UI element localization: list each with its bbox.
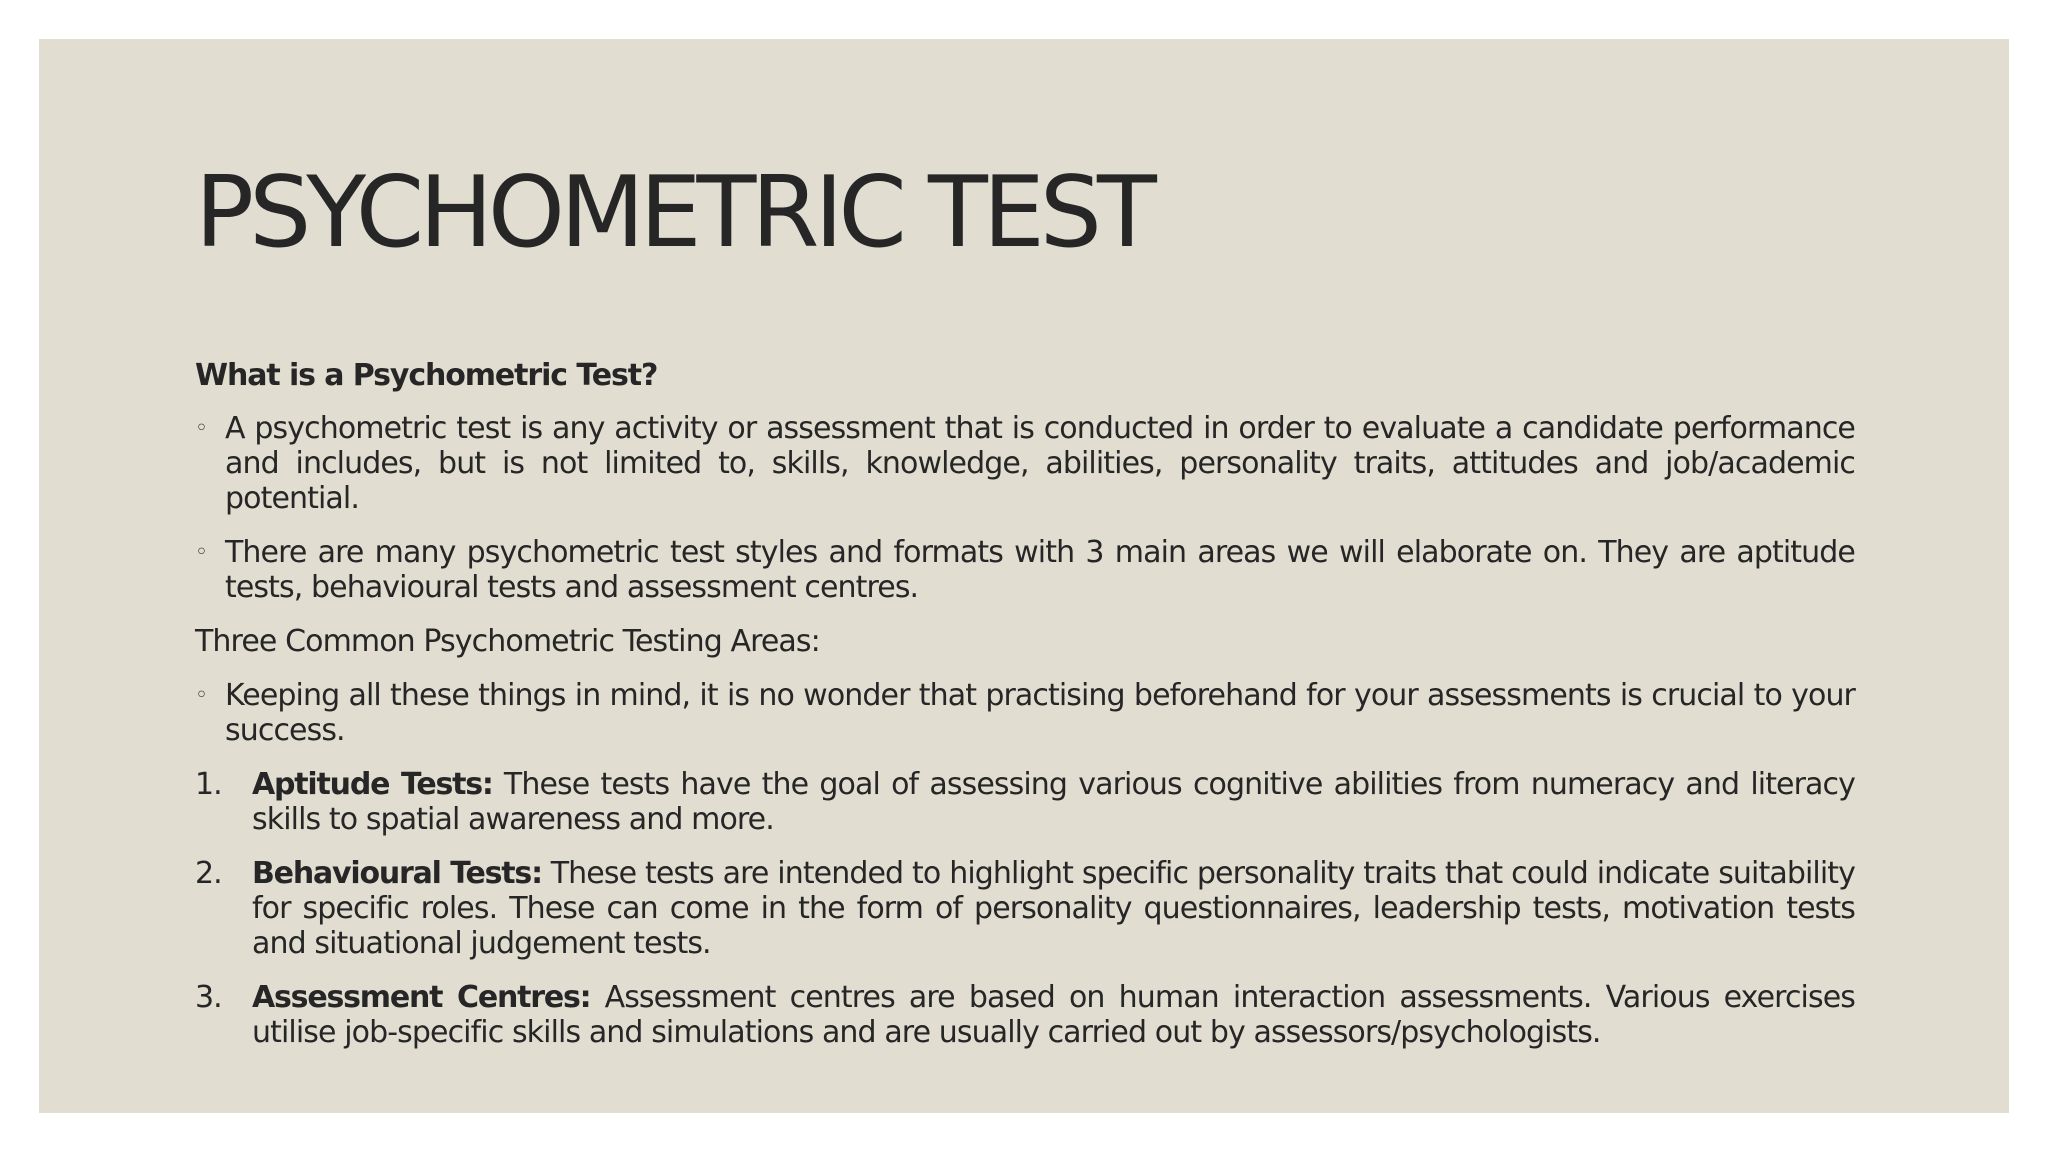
bullet-item xyxy=(195,678,1855,748)
item-number: 1. xyxy=(195,767,222,802)
numbered-item xyxy=(195,980,1855,1050)
bullet-item xyxy=(195,411,1855,516)
slide-content xyxy=(195,358,1855,1069)
section-heading: What is a Psychometric Test? xyxy=(195,358,658,393)
numbered-item xyxy=(195,856,1855,961)
item-number: 3. xyxy=(195,980,222,1015)
item-text: Assessment centres are based on human interaction assessments. Various exercises utilise job-specific skills and simulations and are usually carried out by assessors/psychologists. xyxy=(252,980,1855,1050)
item-term: Assessment Centres: xyxy=(252,980,591,1015)
subheading: Three Common Psychometric Testing Areas: xyxy=(195,624,820,659)
slide-title: PSYCHOMETRIC TEST xyxy=(195,156,1152,270)
item-term: Aptitude Tests: xyxy=(252,767,493,802)
item-text: These tests have the goal of assessing various cognitive abilities from numeracy and literacy skills to spatial awareness and more. xyxy=(252,767,1855,837)
bullet-item xyxy=(195,535,1855,605)
slide xyxy=(39,39,2009,1113)
item-number: 2. xyxy=(195,856,222,891)
bullet-marker-icon: ◦ xyxy=(195,683,208,708)
bullet-marker-icon: ◦ xyxy=(195,416,208,441)
bullet-text: Keeping all these things in mind, it is no wonder that practising beforehand for your assessments is crucial to your success. xyxy=(225,678,1855,748)
bullet-marker-icon: ◦ xyxy=(195,540,208,565)
bullet-text: A psychometric test is any activity or assessment that is conducted in order to evaluate a candidate performance and includes, but is not limited to, skills, knowledge, abilities, personality traits, attitudes and job/academic potential. xyxy=(225,411,1855,516)
bullet-text: There are many psychometric test styles and formats with 3 main areas we will elaborate on. They are aptitude tests, behavioural tests and assessment centres. xyxy=(225,535,1855,605)
item-term: Behavioural Tests: xyxy=(252,856,542,891)
item-text: These tests are intended to highlight specific personality traits that could indicate suitability for specific roles. These can come in the form of personality questionnaires, leadership tests, motivation tests and situational judgement tests. xyxy=(252,856,1855,961)
numbered-item xyxy=(195,767,1855,837)
